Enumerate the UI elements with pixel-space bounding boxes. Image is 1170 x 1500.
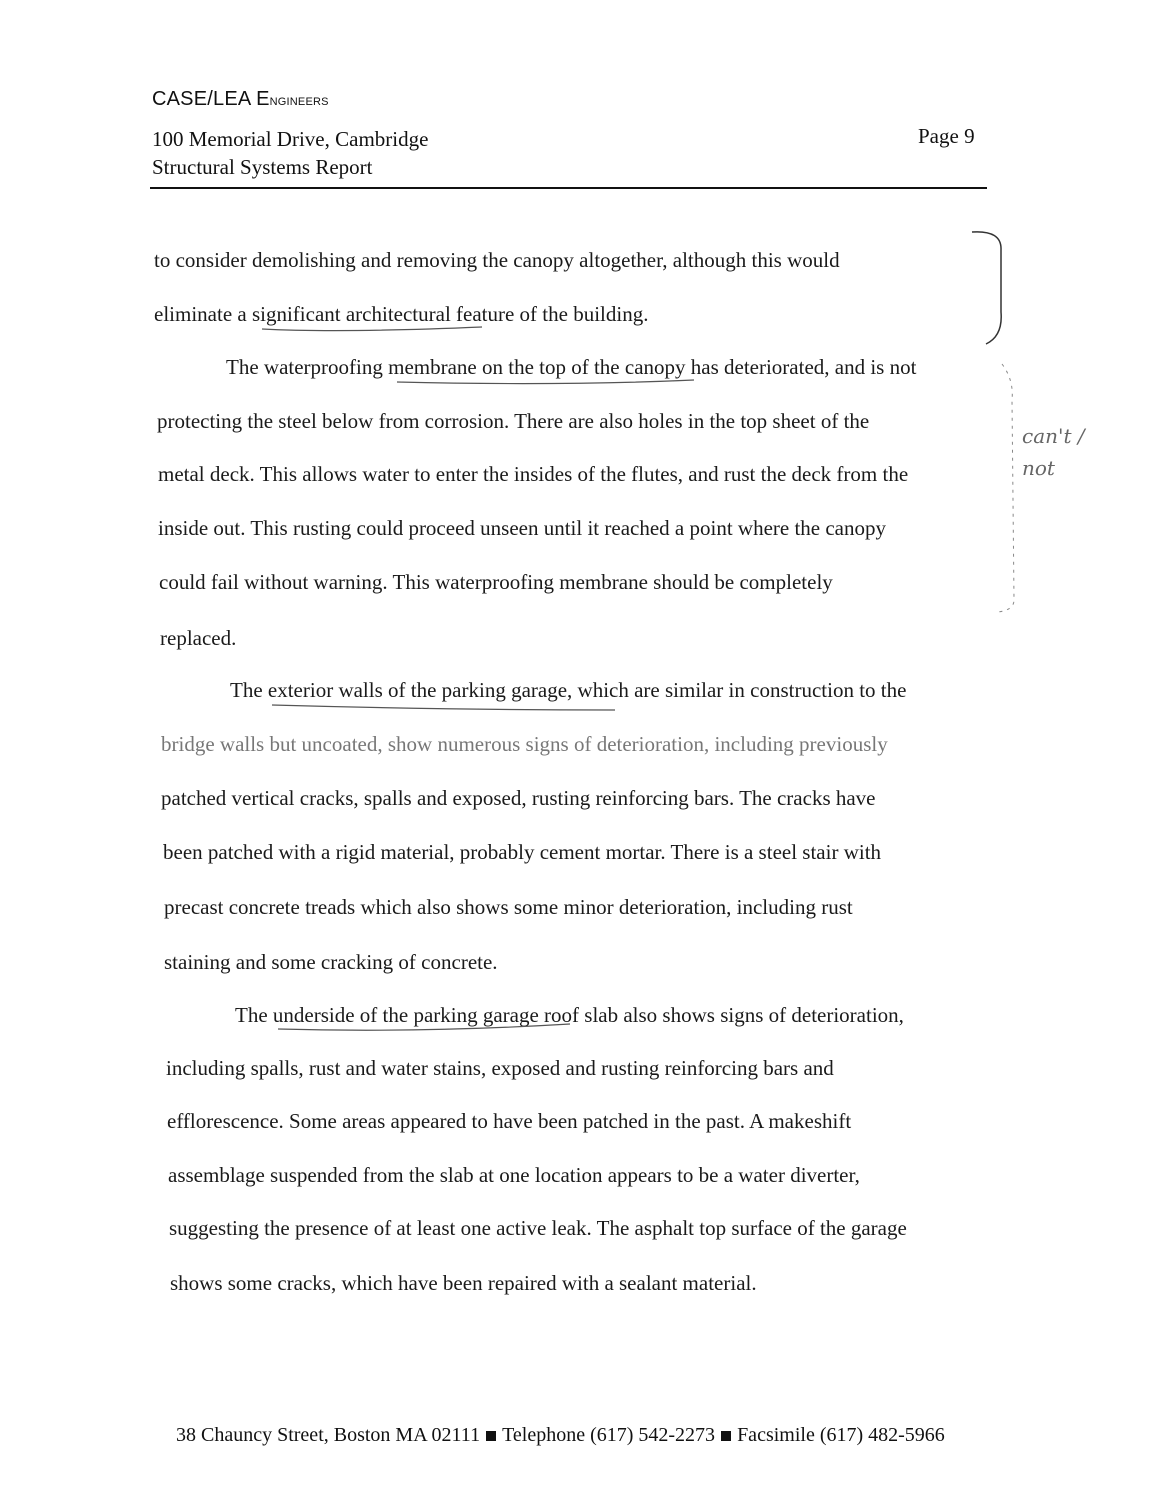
footer-telephone: Telephone (617) 542-2273 [502, 1424, 716, 1446]
footer-street: 38 Chauncy Street, Boston MA 02111 [176, 1424, 481, 1446]
square-bullet-icon [486, 1431, 496, 1441]
body-line: The waterproofing membrane on the top of the canopy has deteriorated, and is not [226, 355, 917, 379]
body-line: protecting the steel below from corrosion. There are also holes in the top sheet of the [157, 409, 870, 433]
square-bullet-icon [721, 1431, 731, 1441]
body-line: inside out. This rusting could proceed unseen until it reached a point where the canopy [158, 516, 886, 540]
page-number: Page 9 [918, 124, 975, 148]
margin-handwritten-note: can't / not [1022, 424, 1085, 480]
project-address: 100 Memorial Drive, Cambridge [152, 127, 429, 151]
firm-name-prefix: CASE/LEA E [152, 88, 270, 110]
body-line: The exterior walls of the parking garage, which are similar in construction to the [230, 678, 907, 702]
firm-name-suffix: ngineers [269, 92, 329, 109]
page-footer [176, 1424, 945, 1447]
body-line: The underside of the parking garage roof slab also shows signs of deterioration, [235, 1003, 904, 1027]
report-title: Structural Systems Report [152, 155, 373, 179]
body-line: metal deck. This allows water to enter the insides of the flutes, and rust the deck from the [158, 462, 909, 486]
body-line: staining and some cracking of concrete. [164, 950, 498, 974]
body-line: could fail without warning. This waterproofing membrane should be completely [159, 570, 833, 594]
body-line: been patched with a rigid material, probably cement mortar. There is a steel stair with [163, 840, 882, 864]
body-line: suggesting the presence of at least one active leak. The asphalt top surface of the garage [169, 1216, 907, 1240]
body-line: efflorescence. Some areas appeared to have been patched in the past. A makeshift [167, 1109, 852, 1133]
body-line: including spalls, rust and water stains, exposed and rusting reinforcing bars and [166, 1056, 834, 1080]
body-line: bridge walls but uncoated, show numerous signs of deterioration, including previously [161, 732, 888, 756]
body-line: shows some cracks, which have been repaired with a sealant material. [170, 1271, 757, 1295]
body-line: precast concrete treads which also shows some minor deterioration, including rust [164, 895, 853, 919]
body-line: patched vertical cracks, spalls and exposed, rusting reinforcing bars. The cracks have [161, 786, 876, 810]
footer-facsimile: Facsimile (617) 482-5966 [737, 1424, 945, 1446]
body-line: replaced. [160, 626, 237, 650]
body-line: to consider demolishing and removing the canopy altogether, although this would [154, 248, 840, 272]
body-line: assemblage suspended from the slab at one location appears to be a water diverter, [168, 1163, 860, 1187]
body-line: eliminate a significant architectural feature of the building. [154, 302, 649, 326]
